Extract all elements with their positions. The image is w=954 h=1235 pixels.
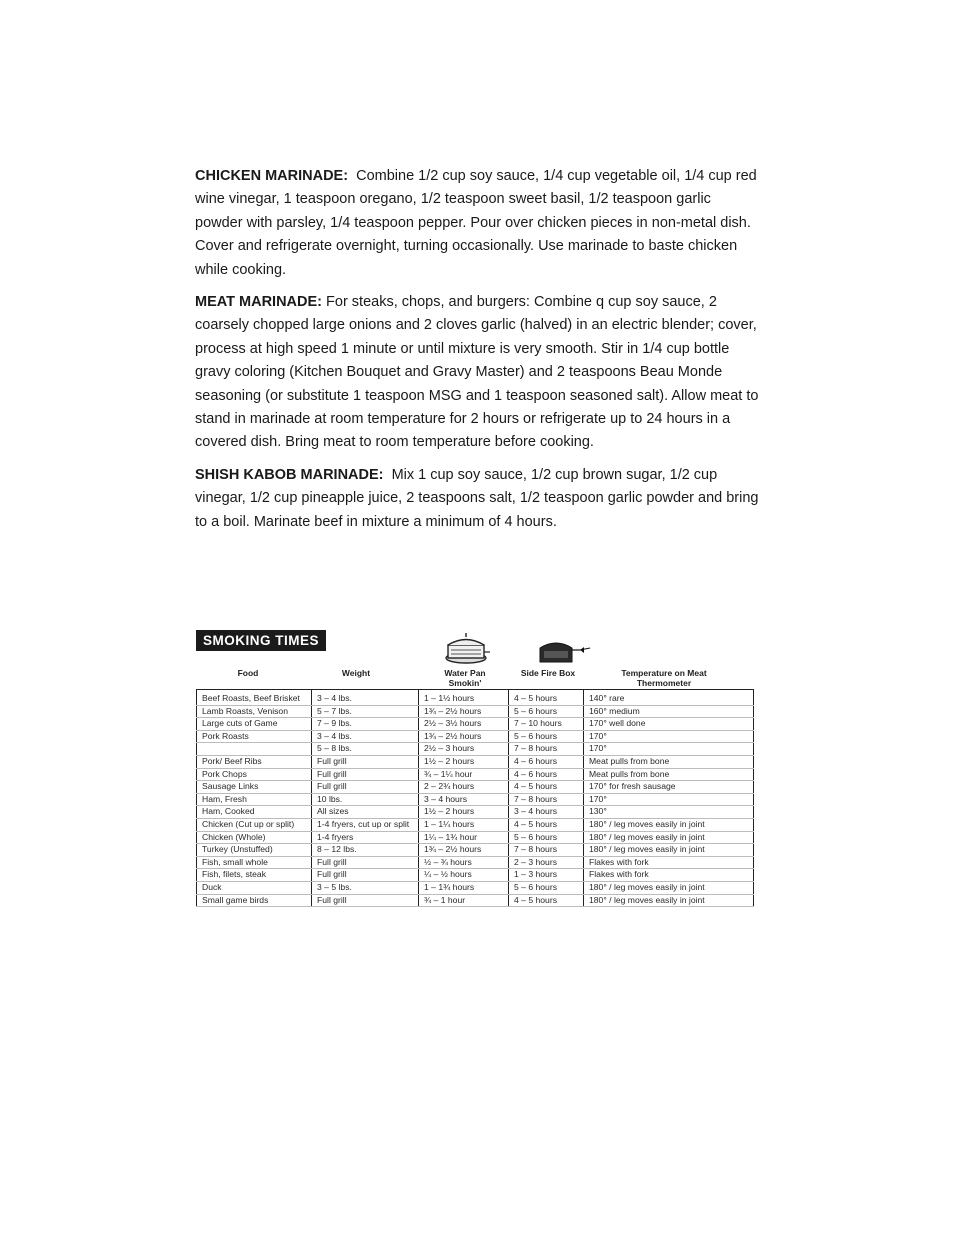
cell-weight: Full grill (312, 894, 419, 907)
side-fire-box-icon (536, 638, 592, 666)
table-row (197, 869, 754, 882)
cell-side-fire-box: 4 – 5 hours (509, 781, 584, 794)
cell-food: Pork/ Beef Ribs (197, 755, 312, 768)
column-header-weight: Weight (341, 668, 371, 678)
cell-side-fire-box: 7 – 8 hours (509, 743, 584, 756)
cell-temperature: 170° (584, 730, 754, 743)
cell-water-pan: 1¾ – 2½ hours (419, 705, 509, 718)
cell-side-fire-box: 5 – 6 hours (509, 881, 584, 894)
cell-water-pan: 1 – 1½ hours (419, 690, 509, 706)
cell-side-fire-box: 4 – 5 hours (509, 690, 584, 706)
table-row (197, 730, 754, 743)
cell-weight: 1-4 fryers, cut up or split (312, 818, 419, 831)
cell-weight: 10 lbs. (312, 793, 419, 806)
cell-food: Lamb Roasts, Venison (197, 705, 312, 718)
cell-weight: Full grill (312, 768, 419, 781)
cell-side-fire-box: 2 – 3 hours (509, 856, 584, 869)
cell-weight: 8 – 12 lbs. (312, 844, 419, 857)
cell-temperature: Flakes with fork (584, 869, 754, 882)
chicken-marinade-text: Combine 1/2 cup soy sauce, 1/4 cup vegetable oil, 1/4 cup red wine vinegar, 1 teaspoon oregano, 1/2 teaspoon sweet basil, 1/2 teaspoon garlic powder with parsley, 1/4 teaspoon pepper. Pour over chicken pieces in non-metal dish. Cover and refrigerate overnight, turning occasionally. Use marinade to baste chicken while cooking. (195, 168, 757, 278)
column-header-food: Food (237, 668, 259, 678)
cell-temperature: 170° (584, 743, 754, 756)
chicken-marinade-paragraph (195, 165, 760, 282)
cell-temperature: 180° / leg moves easily in joint (584, 844, 754, 857)
cell-temperature: Meat pulls from bone (584, 755, 754, 768)
smoking-times-body (197, 690, 754, 907)
meat-marinade-text: For steaks, chops, and burgers: Combine q cup soy sauce, 2 coarsely chopped large onions and 2 cloves garlic (halved) in an electric blender; cover, process at high speed 1 minute or until mixture is very smooth. Stir in 1/4 cup bottle gravy coloring (Kitchen Bouquet and Gravy Master) and 2 teaspoons Beau Monde seasoning (or substitute 1 teaspoon MSG and 1 teaspoon seasoned salt). Allow meat to stand in marinade at room temperature for 2 hours or refrigerate up to 24 hours in a covered dish. Bring meat to room temperature before cooking. (195, 294, 759, 451)
cell-temperature: 180° / leg moves easily in joint (584, 894, 754, 907)
smoking-times-chart (196, 630, 756, 905)
cell-side-fire-box: 4 – 5 hours (509, 818, 584, 831)
cell-side-fire-box: 7 – 8 hours (509, 793, 584, 806)
marinade-recipes (195, 165, 760, 543)
cell-weight: Full grill (312, 781, 419, 794)
cell-water-pan: ½ – ¾ hours (419, 856, 509, 869)
cell-temperature: 180° / leg moves easily in joint (584, 881, 754, 894)
cell-temperature: 160° medium (584, 705, 754, 718)
cell-food: Chicken (Cut up or split) (197, 818, 312, 831)
cell-weight: 7 – 9 lbs. (312, 718, 419, 731)
cell-water-pan: 1¼ – 1¾ hour (419, 831, 509, 844)
cell-water-pan: 1½ – 2 hours (419, 755, 509, 768)
shish-kabob-marinade-heading: SHISH KABOB MARINADE: (195, 466, 384, 483)
cell-water-pan: 1½ – 2 hours (419, 806, 509, 819)
cell-side-fire-box: 3 – 4 hours (509, 806, 584, 819)
table-row (197, 755, 754, 768)
cell-temperature: 170° (584, 793, 754, 806)
cell-water-pan: ¼ – ½ hours (419, 869, 509, 882)
meat-marinade-paragraph (195, 291, 760, 455)
cell-side-fire-box: 7 – 10 hours (509, 718, 584, 731)
cell-weight: 3 – 4 lbs. (312, 730, 419, 743)
cell-food: Fish, filets, steak (197, 869, 312, 882)
shish-kabob-marinade-text: Mix 1 cup soy sauce, 1/2 cup brown sugar, 1/2 cup vinegar, 1/2 cup pineapple juice, 2 teaspoons salt, 1/2 teaspoon garlic powder and bring to a boil. Marinate beef in mixture a minimum of 4 hours. (195, 466, 759, 530)
shish-kabob-marinade-paragraph (195, 464, 760, 534)
cell-water-pan: 1 – 1¾ hours (419, 881, 509, 894)
cell-side-fire-box: 4 – 6 hours (509, 755, 584, 768)
table-row (197, 806, 754, 819)
table-row (197, 781, 754, 794)
table-row (197, 793, 754, 806)
column-header-temperature: Temperature on Meat Thermometer (621, 668, 707, 688)
cell-food: Ham, Fresh (197, 793, 312, 806)
cell-food: Pork Chops (197, 768, 312, 781)
cell-water-pan: 1¾ – 2½ hours (419, 730, 509, 743)
cell-side-fire-box: 5 – 6 hours (509, 705, 584, 718)
cell-weight: All sizes (312, 806, 419, 819)
cell-food (197, 743, 312, 756)
table-row (197, 894, 754, 907)
table-row (197, 856, 754, 869)
cell-side-fire-box: 4 – 6 hours (509, 768, 584, 781)
smoking-times-table (196, 689, 754, 907)
cell-weight: 5 – 7 lbs. (312, 705, 419, 718)
cell-water-pan: ¾ – 1 hour (419, 894, 509, 907)
meat-marinade-heading: MEAT MARINADE: (195, 294, 322, 311)
cell-food: Turkey (Unstuffed) (197, 844, 312, 857)
table-row (197, 768, 754, 781)
table-row (197, 844, 754, 857)
cell-food: Chicken (Whole) (197, 831, 312, 844)
smoking-times-title: SMOKING TIMES (196, 630, 326, 651)
cell-temperature: Meat pulls from bone (584, 768, 754, 781)
table-row (197, 743, 754, 756)
chicken-marinade-heading: CHICKEN MARINADE: (195, 168, 349, 184)
cell-weight: 3 – 4 lbs. (312, 690, 419, 706)
cell-side-fire-box: 5 – 6 hours (509, 831, 584, 844)
cell-food: Duck (197, 881, 312, 894)
cell-side-fire-box: 5 – 6 hours (509, 730, 584, 743)
table-row (197, 831, 754, 844)
cell-food: Large cuts of Game (197, 718, 312, 731)
table-row (197, 818, 754, 831)
column-header-side-fire-box: Side Fire Box (520, 668, 576, 678)
smoking-times-header (196, 630, 756, 690)
cell-side-fire-box: 7 – 8 hours (509, 844, 584, 857)
cell-side-fire-box: 1 – 3 hours (509, 869, 584, 882)
cell-water-pan: 3 – 4 hours (419, 793, 509, 806)
cell-water-pan: ¾ – 1¼ hour (419, 768, 509, 781)
cell-weight: Full grill (312, 856, 419, 869)
cell-water-pan: 1 – 1¼ hours (419, 818, 509, 831)
cell-side-fire-box: 4 – 5 hours (509, 894, 584, 907)
cell-food: Fish, small whole (197, 856, 312, 869)
cell-weight: Full grill (312, 755, 419, 768)
table-row (197, 718, 754, 731)
cell-weight: 3 – 5 lbs. (312, 881, 419, 894)
cell-temperature: 180° / leg moves easily in joint (584, 818, 754, 831)
cell-temperature: 170° well done (584, 718, 754, 731)
cell-food: Sausage Links (197, 781, 312, 794)
cell-temperature: 180° / leg moves easily in joint (584, 831, 754, 844)
table-row (197, 705, 754, 718)
cell-temperature: 170° for fresh sausage (584, 781, 754, 794)
cell-food: Pork Roasts (197, 730, 312, 743)
water-pan-smoker-icon (442, 632, 492, 666)
cell-weight: 5 – 8 lbs. (312, 743, 419, 756)
cell-water-pan: 2½ – 3 hours (419, 743, 509, 756)
cell-temperature: 130° (584, 806, 754, 819)
cell-water-pan: 2½ – 3½ hours (419, 718, 509, 731)
cell-water-pan: 1¾ – 2½ hours (419, 844, 509, 857)
cell-food: Beef Roasts, Beef Brisket (197, 690, 312, 706)
column-header-water-pan: Water Pan Smokin' (444, 668, 486, 688)
table-row (197, 881, 754, 894)
table-row (197, 690, 754, 706)
cell-temperature: 140° rare (584, 690, 754, 706)
cell-temperature: Flakes with fork (584, 856, 754, 869)
cell-water-pan: 2 – 2¾ hours (419, 781, 509, 794)
cell-weight: 1-4 fryers (312, 831, 419, 844)
cell-food: Ham, Cooked (197, 806, 312, 819)
cell-food: Small game birds (197, 894, 312, 907)
cell-weight: Full grill (312, 869, 419, 882)
